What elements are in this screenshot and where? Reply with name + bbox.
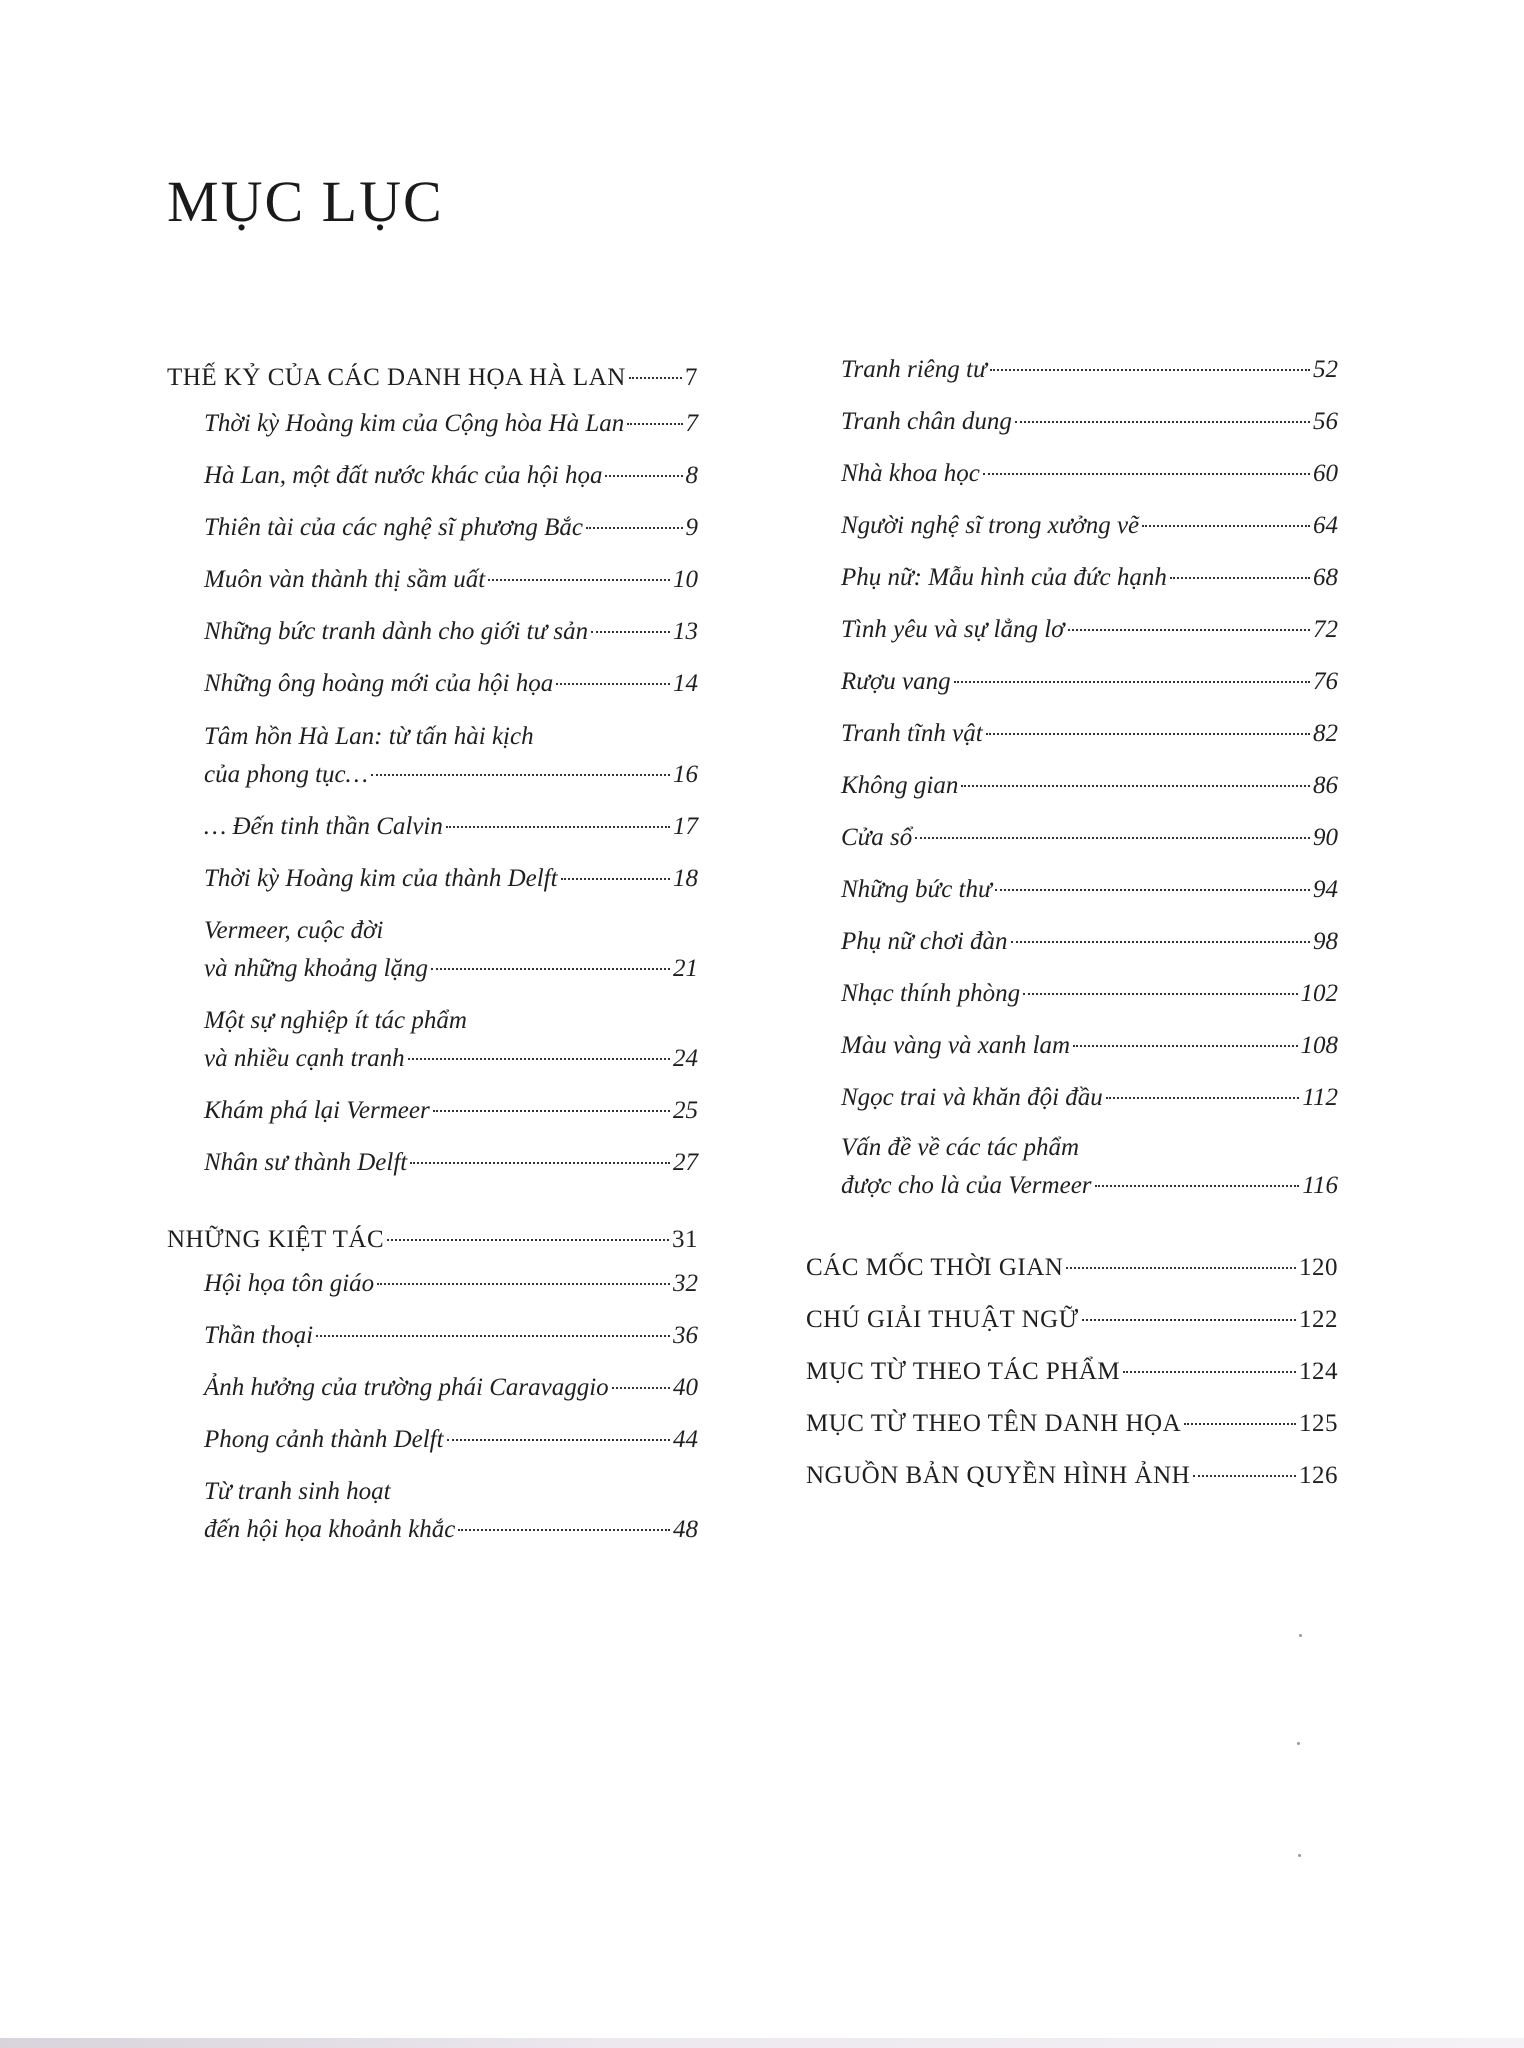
toc-entry-title: CÁC MỐC THỜI GIAN xyxy=(806,1254,1064,1281)
page-number: 125 xyxy=(1299,1410,1338,1437)
toc-entry-title: Tranh tĩnh vật xyxy=(841,720,983,747)
toc-entry xyxy=(204,761,698,789)
dot-leader xyxy=(371,774,670,776)
toc-entry-title: Phong cảnh thành Delft xyxy=(204,1426,444,1453)
page-number: 122 xyxy=(1299,1306,1338,1333)
toc-entry xyxy=(204,566,698,594)
dot-leader xyxy=(410,1162,670,1164)
toc-entry xyxy=(204,1426,698,1454)
toc-entry xyxy=(204,1097,698,1125)
page-number: 44 xyxy=(673,1426,698,1453)
dot-leader xyxy=(591,631,670,633)
toc-entry-title: Hà Lan, một đất nước khác của hội họa xyxy=(204,462,603,489)
dot-leader xyxy=(408,1058,670,1060)
toc-entry-title: Khám phá lại Vermeer xyxy=(204,1097,430,1124)
dot-leader xyxy=(1095,1185,1300,1187)
dot-leader xyxy=(431,968,670,970)
dot-leader xyxy=(1082,1319,1296,1321)
dot-leader xyxy=(446,826,670,828)
page-number: 27 xyxy=(673,1149,698,1176)
toc-entry-title: và nhiều cạnh tranh xyxy=(204,1045,405,1072)
dot-leader xyxy=(316,1335,670,1337)
toc-entry xyxy=(204,618,698,646)
scan-speck xyxy=(1299,1634,1302,1637)
page-title: MỤC LỤC xyxy=(167,169,444,234)
page-number: 17 xyxy=(673,813,698,840)
toc-entry xyxy=(841,928,1338,956)
toc-entry-title: Hội họa tôn giáo xyxy=(204,1270,375,1297)
dot-leader xyxy=(1193,1475,1296,1477)
dot-leader xyxy=(605,475,682,477)
page-number: 72 xyxy=(1313,616,1338,643)
toc-entry-title: của phong tục… xyxy=(204,761,368,788)
dot-leader xyxy=(387,1239,669,1241)
page-number: 60 xyxy=(1313,460,1338,487)
toc-entry-title: Tranh chân dung xyxy=(841,408,1012,435)
toc-entry-title: … Đến tinh thần Calvin xyxy=(204,813,443,840)
page-number: 52 xyxy=(1313,356,1338,383)
page-number: 116 xyxy=(1302,1172,1338,1199)
toc-entry-title: Muôn vàn thành thị sầm uất xyxy=(204,566,486,593)
page-number: 40 xyxy=(673,1374,698,1401)
toc-entry xyxy=(841,668,1338,696)
dot-leader xyxy=(458,1529,670,1531)
toc-entry-title: Thời kỳ Hoàng kim của Cộng hòa Hà Lan xyxy=(204,410,625,437)
dot-leader xyxy=(990,369,1310,371)
dot-leader xyxy=(1142,525,1310,527)
toc-entry xyxy=(204,462,698,490)
toc-entry xyxy=(841,616,1338,644)
toc-entry-title: Phụ nữ: Mẫu hình của đức hạnh xyxy=(841,564,1167,591)
toc-entry-title: MỤC TỪ THEO TÊN DANH HỌA xyxy=(806,1410,1182,1437)
toc-entry xyxy=(204,1322,698,1350)
page-number: 21 xyxy=(673,955,698,982)
toc-entry xyxy=(841,720,1338,748)
toc-entry xyxy=(204,1045,698,1073)
toc-entry xyxy=(204,1270,698,1298)
toc-entry xyxy=(841,408,1338,436)
toc-entry-title: Phụ nữ chơi đàn xyxy=(841,928,1008,955)
dot-leader xyxy=(986,733,1310,735)
toc-entry xyxy=(841,564,1338,592)
toc-entry xyxy=(841,356,1338,384)
toc-entry xyxy=(204,865,698,893)
page-number: 18 xyxy=(673,865,698,892)
page-number: 56 xyxy=(1313,408,1338,435)
dot-leader xyxy=(1023,993,1297,995)
page-number: 16 xyxy=(673,761,698,788)
dot-leader xyxy=(1106,1097,1300,1099)
toc-entry-title: THẾ KỶ CỦA CÁC DANH HỌA HÀ LAN xyxy=(167,364,626,391)
dot-leader xyxy=(629,377,682,379)
toc-entry-title: Ngọc trai và khăn đội đầu xyxy=(841,1084,1103,1111)
toc-entry-title: được cho là của Vermeer xyxy=(841,1172,1092,1199)
toc-entry-title: Những bức tranh dành cho giới tư sản xyxy=(204,618,589,645)
toc-section xyxy=(806,1410,1338,1438)
page-number: 120 xyxy=(1299,1254,1338,1281)
dot-leader xyxy=(1066,1267,1296,1269)
dot-leader xyxy=(1184,1423,1296,1425)
toc-entry-title: Người nghệ sĩ trong xưởng vẽ xyxy=(841,512,1140,539)
toc-entry-title: Tình yêu và sự lẳng lơ xyxy=(841,616,1065,643)
toc-entry xyxy=(841,1172,1338,1200)
dot-leader xyxy=(488,579,670,581)
page-number: 25 xyxy=(673,1097,698,1124)
toc-entry xyxy=(841,980,1338,1008)
toc-entry xyxy=(204,410,698,438)
dot-leader xyxy=(561,878,670,880)
toc-entry-title: Những ông hoàng mới của hội họa xyxy=(204,670,554,697)
toc-entry-title-line1: Một sự nghiệp ít tác phẩm xyxy=(204,1007,467,1034)
dot-leader xyxy=(556,683,670,685)
toc-entry xyxy=(204,955,698,983)
dot-leader xyxy=(1068,629,1311,631)
dot-leader xyxy=(915,837,1310,839)
page-number: 14 xyxy=(673,670,698,697)
dot-leader xyxy=(1015,421,1310,423)
dot-leader xyxy=(961,785,1310,787)
toc-entry-title: và những khoảng lặng xyxy=(204,955,429,982)
page-bottom-edge xyxy=(0,2038,1524,2048)
toc-entry xyxy=(204,1149,698,1177)
toc-entry xyxy=(841,1032,1338,1060)
page-number: 94 xyxy=(1313,876,1338,903)
toc-entry-title: Thời kỳ Hoàng kim của thành Delft xyxy=(204,865,558,892)
toc-section xyxy=(806,1462,1338,1490)
page-number: 98 xyxy=(1313,928,1338,955)
page-number: 24 xyxy=(673,1045,698,1072)
dot-leader xyxy=(447,1439,670,1441)
dot-leader xyxy=(1073,1045,1297,1047)
dot-leader xyxy=(954,681,1310,683)
toc-entry-title: Nhân sư thành Delft xyxy=(204,1149,408,1176)
toc-entry xyxy=(204,514,698,542)
dot-leader xyxy=(377,1283,670,1285)
page-number: 48 xyxy=(673,1516,698,1543)
page-number: 68 xyxy=(1313,564,1338,591)
dot-leader xyxy=(586,527,683,529)
page-number: 64 xyxy=(1313,512,1338,539)
toc-entry-title-line1: Tâm hồn Hà Lan: từ tấn hài kịch xyxy=(204,723,534,750)
toc-entry-title-line1: Vermeer, cuộc đời xyxy=(204,917,384,944)
page-number: 31 xyxy=(672,1226,698,1253)
toc-section xyxy=(806,1306,1338,1334)
toc-entry xyxy=(204,1374,698,1402)
toc-section xyxy=(167,364,698,392)
toc-entry xyxy=(204,670,698,698)
page-number: 7 xyxy=(685,364,698,391)
toc-entry xyxy=(841,1084,1338,1112)
scan-speck xyxy=(1298,1854,1301,1857)
toc-entry-title-line1: Từ tranh sinh hoạt xyxy=(204,1478,391,1505)
toc-entry-title: NHỮNG KIỆT TÁC xyxy=(167,1226,385,1253)
toc-entry-title: MỤC TỪ THEO TÁC PHẨM xyxy=(806,1358,1121,1385)
page-number: 9 xyxy=(685,514,698,541)
page-number: 13 xyxy=(673,618,698,645)
dot-leader xyxy=(1123,1371,1296,1373)
toc-entry xyxy=(841,876,1338,904)
page-number: 90 xyxy=(1313,824,1338,851)
toc-entry-title: Nhà khoa học xyxy=(841,460,980,487)
page-number: 76 xyxy=(1313,668,1338,695)
dot-leader xyxy=(627,423,682,425)
toc-entry xyxy=(204,813,698,841)
toc-entry xyxy=(841,824,1338,852)
page-number: 36 xyxy=(673,1322,698,1349)
page-number: 32 xyxy=(673,1270,698,1297)
scan-speck xyxy=(1297,1742,1300,1745)
toc-entry xyxy=(841,512,1338,540)
page-number: 7 xyxy=(685,410,698,437)
page-number: 126 xyxy=(1299,1462,1338,1489)
toc-entry xyxy=(841,460,1338,488)
dot-leader xyxy=(1011,941,1310,943)
toc-section xyxy=(806,1254,1338,1282)
page-number: 86 xyxy=(1313,772,1338,799)
page-number: 108 xyxy=(1300,1032,1338,1059)
toc-entry-title: đến hội họa khoảnh khắc xyxy=(204,1516,456,1543)
toc-section xyxy=(167,1226,698,1254)
toc-entry-title: Những bức thư xyxy=(841,876,992,903)
toc-entry-title: Thiên tài của các nghệ sĩ phương Bắc xyxy=(204,514,583,541)
toc-entry-title: Rượu vang xyxy=(841,668,951,695)
page-number: 124 xyxy=(1299,1358,1338,1385)
toc-entry-title-line1: Vấn đề về các tác phẩm xyxy=(841,1134,1080,1161)
toc-entry-title: Nhạc thính phòng xyxy=(841,980,1021,1007)
page-number: 102 xyxy=(1300,980,1338,1007)
page-number: 8 xyxy=(685,462,698,489)
dot-leader xyxy=(433,1110,670,1112)
toc-entry-title: Không gian xyxy=(841,772,959,799)
page-number: 82 xyxy=(1313,720,1338,747)
toc-entry-title: Màu vàng và xanh lam xyxy=(841,1032,1071,1059)
toc-entry-title: Thần thoại xyxy=(204,1322,314,1349)
toc-entry xyxy=(204,1516,698,1544)
toc-entry-title: Tranh riêng tư xyxy=(841,356,987,383)
dot-leader xyxy=(983,473,1310,475)
toc-entry-title: Cửa sổ xyxy=(841,824,913,851)
toc-entry-title: Ảnh hưởng của trường phái Caravaggio xyxy=(204,1374,609,1401)
page-number: 10 xyxy=(673,566,698,593)
toc-entry-title: NGUỒN BẢN QUYỀN HÌNH ẢNH xyxy=(806,1462,1191,1489)
dot-leader xyxy=(1170,577,1310,579)
toc-entry-title: CHÚ GIẢI THUẬT NGỮ xyxy=(806,1306,1079,1333)
dot-leader xyxy=(995,889,1310,891)
dot-leader xyxy=(612,1387,670,1389)
toc-section xyxy=(806,1358,1338,1386)
page-number: 112 xyxy=(1302,1084,1338,1111)
toc-entry xyxy=(841,772,1338,800)
